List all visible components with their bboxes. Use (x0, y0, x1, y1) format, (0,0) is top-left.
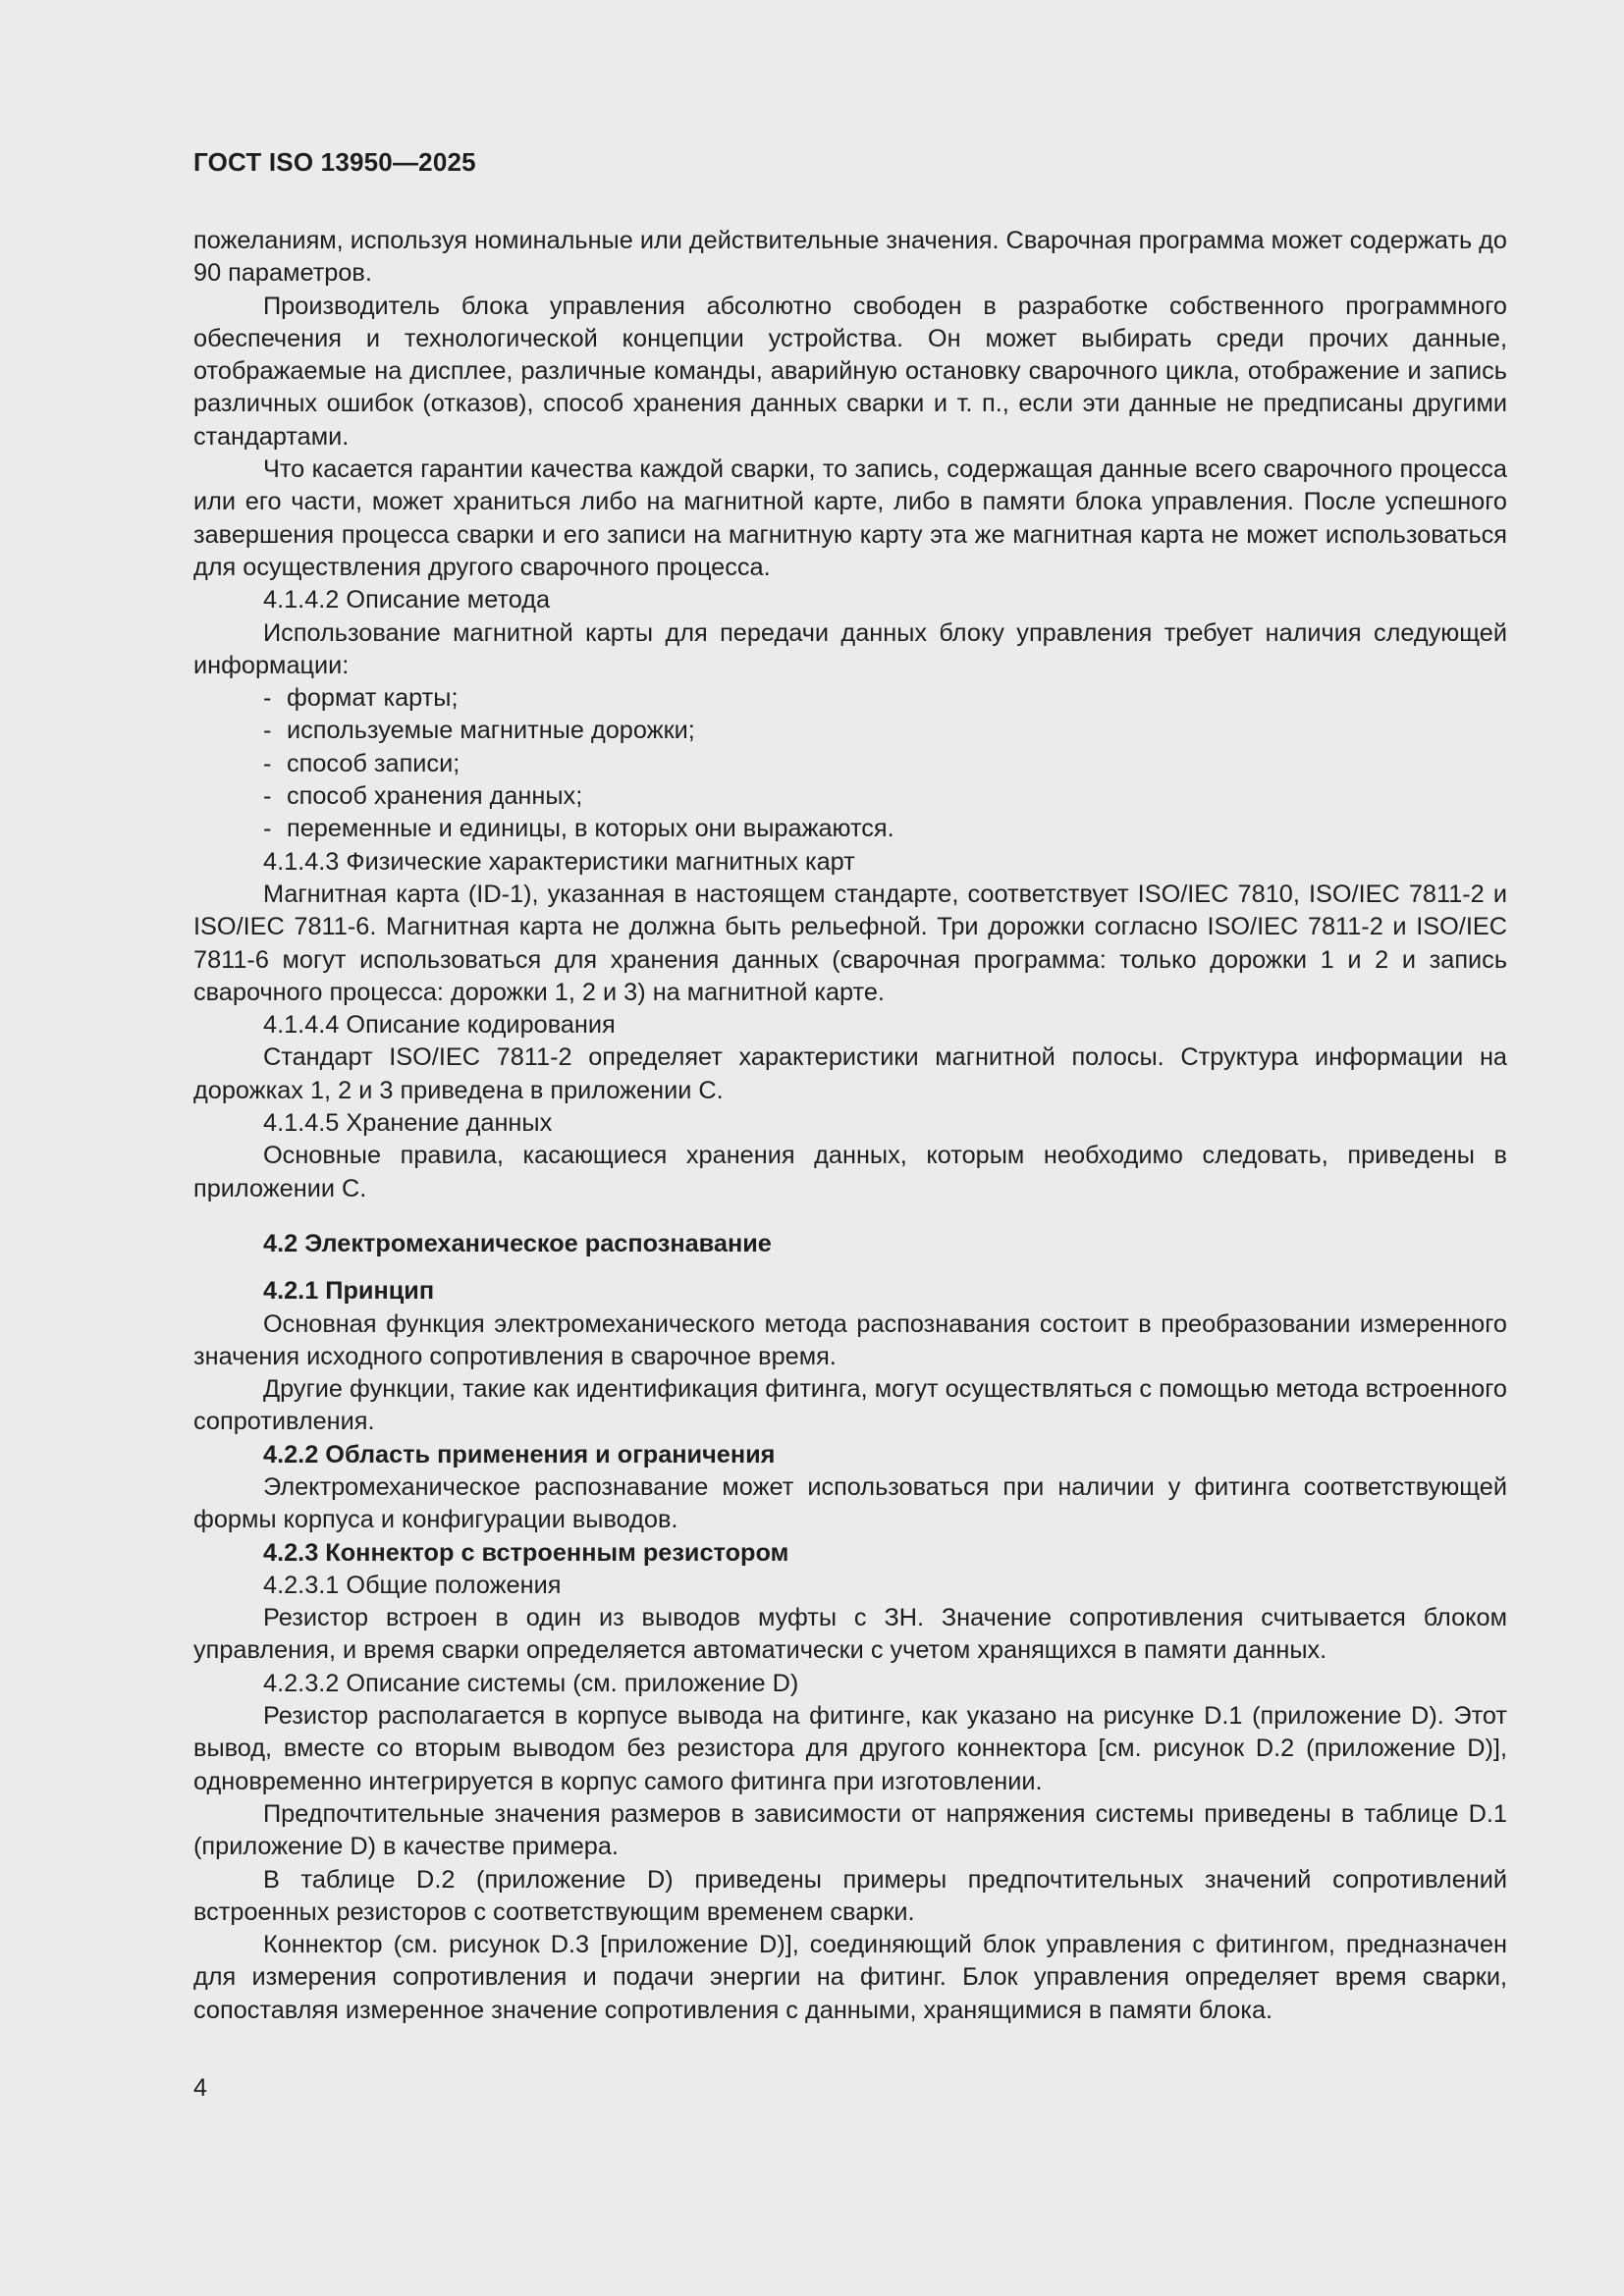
heading-4-2: 4.2 Электромеханическое распознавание (263, 1229, 772, 1257)
paragraph-4-2-3-2-a: Резистор располагается в корпусе вывода на фитинге, как указано на рисунке D.1 (приложение D). Этот вывод, вместе со вторым выводом без резистора для другого коннектора [см. рисунок D.2 (приложение D)], одновременно интегрируется в корпус самого фитинга при изготовлении. (193, 1702, 1507, 1795)
paragraph-4-2-3-2-d: Коннектор (см. рисунок D.3 [приложение D)], соединяющий блок управления с фитингом, предназначен для измерения сопротивления и подачи энергии на фитинг. Блок управления определяет время сварки, сопоставляя измеренное значение сопротивления с данными, хранящимися в памяти блока. (193, 1931, 1507, 2024)
heading-4-2-3: 4.2.3 Коннектор с встроенным резистором (263, 1538, 789, 1567)
list-marker: - (263, 684, 272, 713)
heading-4-1-4-5: 4.1.4.5 Хранение данных (263, 1109, 553, 1138)
paragraph-4-1-4-4: Стандарт ISO/IEC 7811-2 определяет характеристики магнитной полосы. Структура информации на дорожках 1, 2 и 3 приведена в приложении С. (193, 1043, 1507, 1104)
section-gap (193, 1205, 1507, 1228)
list-marker: - (263, 782, 272, 811)
heading-4-2-2: 4.2.2 Область применения и ограничения (263, 1440, 776, 1468)
paragraph-4-2-2: Электромеханическое распознавание может использоваться при наличии у фитинга соответствующей формы корпуса и конфигурации выводов. (193, 1472, 1507, 1534)
paragraph-4-1-4-3: Магнитная карта (ID-1), указанная в настоящем стандарте, соответствует ISO/IEC 7810, ISO/IEC 7811-2 и ISO/IEC 7811-6. Магнитная карта не должна быть рельефной. Три дорожки согласно ISO/IEC 7811-2 и ISO/IEC 7811-6 могут использоваться для хранения данных (сварочная программа: только дорожки 1 и 2 и запись сварочного процесса: дорожки 1, 2 и 3) на магнитной карте. (193, 880, 1507, 1006)
list-item: - способ хранения данных; (193, 780, 1507, 813)
heading-4-2-1: 4.2.1 Принцип (263, 1277, 435, 1306)
list-item: - переменные и единицы, в которых они выражаются. (193, 813, 1507, 845)
paragraph-continued: пожеланиям, используя номинальные или действительные значения. Сварочная программа может содержать до 90 параметров. (193, 227, 1508, 288)
heading-4-1-4-4: 4.1.4.4 Описание кодирования (263, 1011, 616, 1040)
paragraph-quality: Что касается гарантии качества каждой сварки, то запись, содержащая данные всего сварочного процесса или его части, может храниться либо на магнитной карте, либо в памяти блока управления. После успешного завершения процесса сварки и его записи на магнитную карту эта же магнитная карта не может использоваться для осуществления другого сварочного процесса. (193, 455, 1507, 581)
paragraph-manufacturer: Производитель блока управления абсолютно свободен в разработке собственного программного обеспечения и технологической концепции устройства. Он может выбирать среди прочих данные, отображаемые на дисплее, различные команды, аварийную остановку сварочного цикла, отображение и запись различных ошибок (отказов), способ хранения данных сварки и т. п., если эти данные не предписаны другими стандартами. (193, 292, 1507, 451)
paragraph-4-1-4-2: Использование магнитной карты для передачи данных блоку управления требует наличия следующей информации: (193, 618, 1507, 679)
paragraph-4-2-1-a: Основная функция электромеханического метода распознавания состоит в преобразовании измеренного значения исходного сопротивления в сварочное время. (193, 1309, 1507, 1370)
paragraph-4-2-1-b: Другие функции, такие как идентификация фитинга, могут осуществляться с помощью метода встроенного сопротивления. (193, 1375, 1507, 1436)
document-body (193, 225, 1507, 2027)
list-item: - способ записи; (193, 748, 1507, 780)
heading-4-1-4-2: 4.1.4.2 Описание метода (263, 586, 551, 614)
list-marker: - (263, 717, 272, 745)
paragraph-4-2-3-2-b: Предпочтительные значения размеров в зависимости от напряжения системы приведены в таблице D.1 (приложение D) в качестве примера. (193, 1799, 1507, 1861)
list-marker: - (263, 815, 272, 843)
page-number: 4 (193, 2074, 207, 2102)
heading-4-1-4-3: 4.1.4.3 Физические характеристики магнитных карт (263, 847, 855, 876)
required-info-list (193, 682, 1507, 845)
paragraph-4-1-4-5: Основные правила, касающиеся хранения данных, которым необходимо следовать, приведены в приложении С. (193, 1142, 1507, 1202)
heading-4-2-3-2: 4.2.3.2 Описание системы (см. приложение D) (263, 1669, 799, 1697)
section-gap (193, 1260, 1507, 1275)
list-item: - используемые магнитные дорожки; (193, 715, 1507, 747)
paragraph-4-2-3-1: Резистор встроен в один из выводов муфты с ЗН. Значение сопротивления считывается блоком управления, и время сварки определяется автоматически с учетом хранящихся в памяти данных. (193, 1604, 1507, 1665)
list-item: - формат карты; (193, 682, 1507, 715)
list-marker: - (263, 749, 272, 777)
paragraph-4-2-3-2-c: В таблице D.2 (приложение D) приведены примеры предпочтительных значений сопротивлений встроенных резисторов с соответствующим временем сварки. (193, 1865, 1507, 1926)
document-header-code: ГОСТ ISO 13950—2025 (193, 147, 476, 177)
heading-4-2-3-1: 4.2.3.1 Общие положения (263, 1571, 562, 1599)
